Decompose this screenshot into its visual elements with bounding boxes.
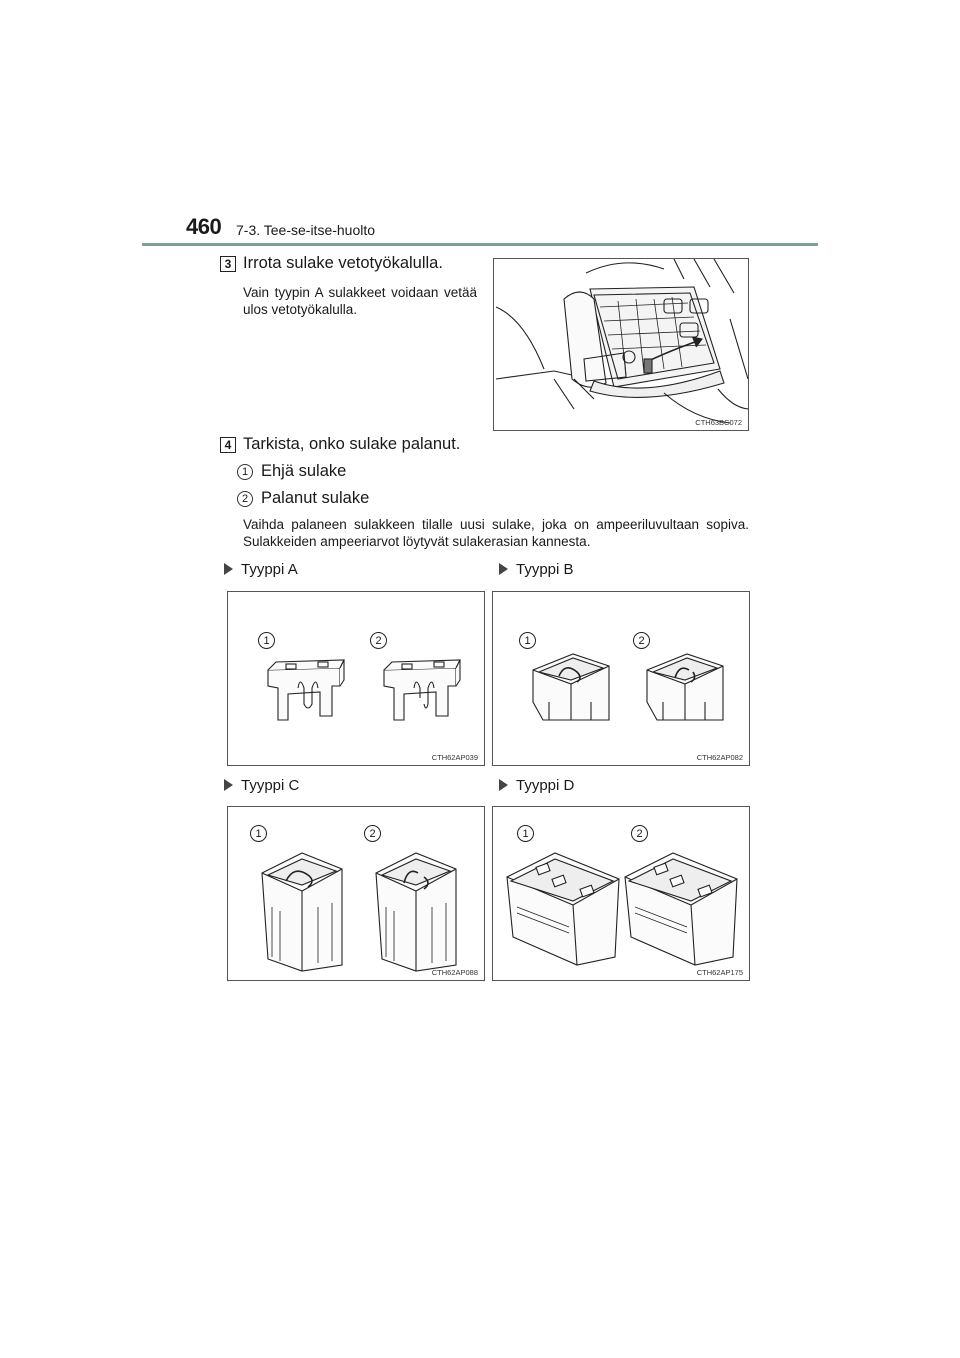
triangle-bullet-icon	[499, 779, 508, 791]
page-number: 460	[186, 214, 222, 239]
callout-1: 1	[237, 464, 253, 480]
type-b-label: Tyyppi B	[499, 561, 574, 578]
blade-fuse-illustration	[228, 592, 485, 766]
triangle-bullet-icon	[499, 563, 508, 575]
figure-code: CTH62AP088	[431, 968, 478, 977]
header-rule	[142, 243, 818, 246]
type-a-figure	[227, 591, 485, 766]
section-title: 7-3. Tee-se-itse-huolto	[236, 222, 376, 238]
cartridge-fuse-large-illustration	[228, 807, 485, 981]
type-c-label: Tyyppi C	[224, 777, 299, 794]
step-4-note: Vaihda palaneen sulakkeen tilalle uusi sulake, joka on ampeeriluvultaan sopiva. Sulakkeiden ampeeriarvot löytyvät sulakerasian kannesta.	[243, 517, 749, 549]
figure-code: CTH62AP039	[431, 753, 478, 762]
step-3-title: Irrota sulake vetotyökalulla.	[243, 254, 443, 272]
type-c-figure	[227, 806, 485, 981]
callout-2: 2	[364, 825, 381, 842]
callout-2: 2	[370, 632, 387, 649]
step-4-badge: 4	[220, 437, 236, 453]
cartridge-fuse-illustration	[493, 592, 750, 766]
type-d-label: Tyyppi D	[499, 777, 574, 794]
fuse-box-illustration	[494, 259, 749, 431]
fuse-puller-figure	[493, 258, 749, 431]
type-a-label: Tyyppi A	[224, 561, 298, 578]
step-4-title: Tarkista, onko sulake palanut.	[243, 435, 461, 453]
callout-1: 1	[258, 632, 275, 649]
callout-2: 2	[631, 825, 648, 842]
callout-1: 1	[250, 825, 267, 842]
figure-code: CTH62AP082	[696, 753, 743, 762]
type-b-figure	[492, 591, 750, 766]
blown-fuse-label: Palanut sulake	[261, 489, 370, 507]
callout-1: 1	[519, 632, 536, 649]
triangle-bullet-icon	[224, 563, 233, 575]
bolt-in-fuse-illustration	[493, 807, 750, 981]
figure-code: CTH63BC072	[695, 418, 742, 427]
intact-fuse-label: Ehjä sulake	[261, 462, 347, 480]
step-3-note: Vain tyypin A sulakkeet voidaan vetää ulos vetotyökalulla.	[243, 285, 477, 317]
step-3-badge: 3	[220, 256, 236, 272]
callout-1: 1	[517, 825, 534, 842]
callout-2: 2	[237, 491, 253, 507]
callout-2: 2	[633, 632, 650, 649]
type-d-figure	[492, 806, 750, 981]
triangle-bullet-icon	[224, 779, 233, 791]
figure-code: CTH62AP175	[696, 968, 743, 977]
